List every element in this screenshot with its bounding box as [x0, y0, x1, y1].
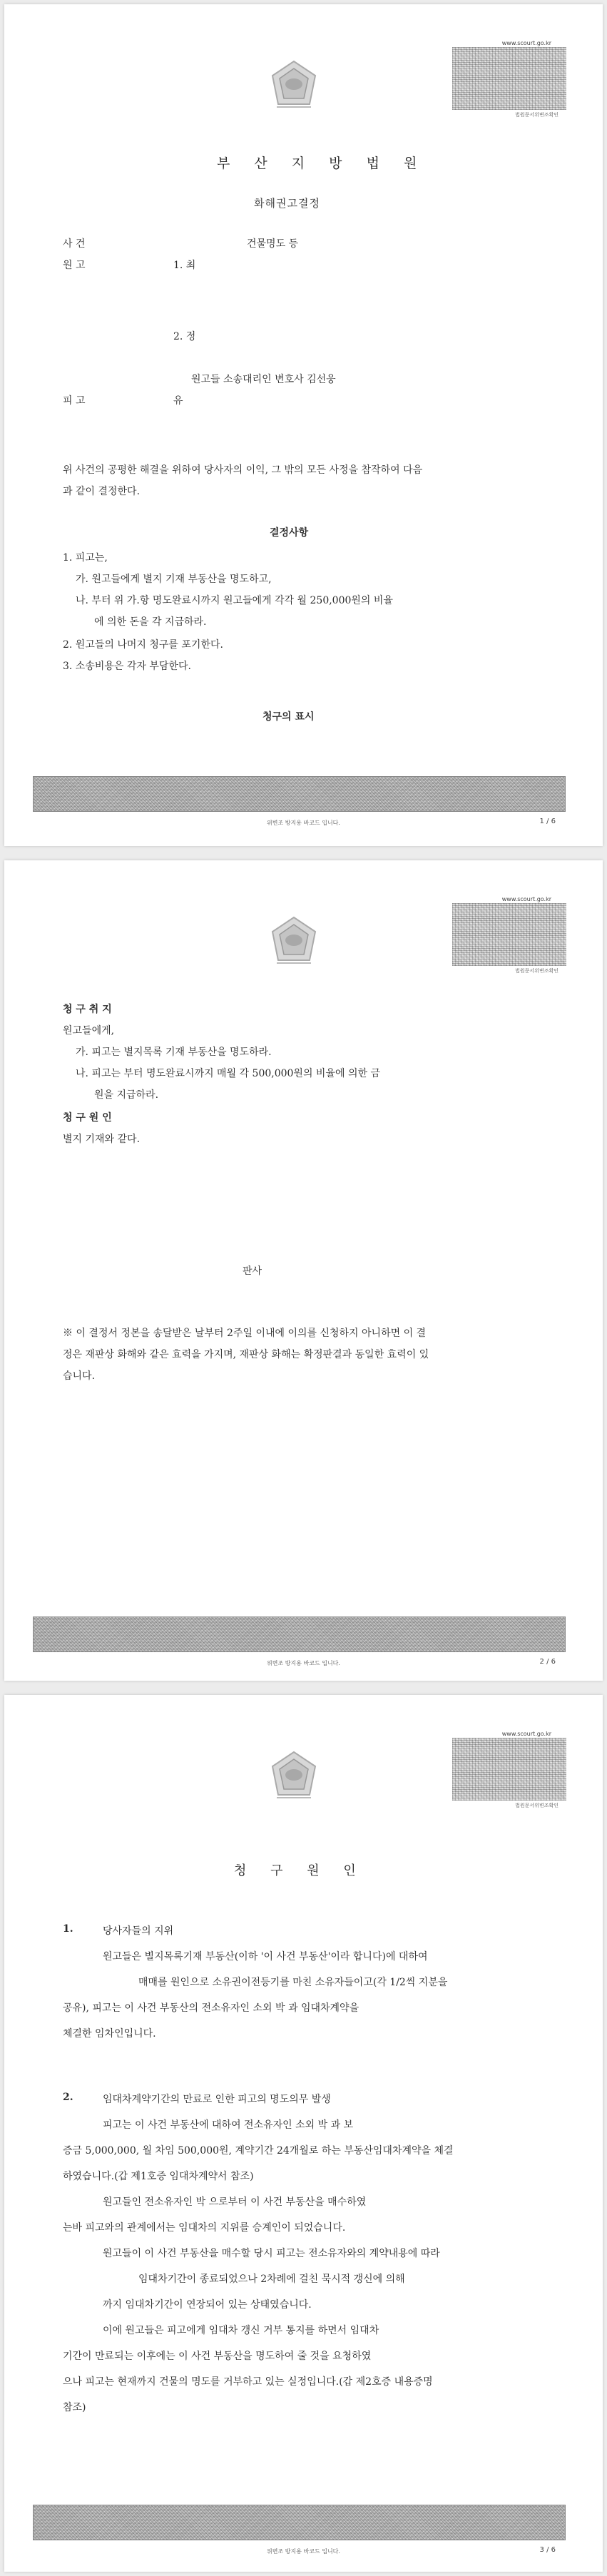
section-2-line-8: 까지 임대차기간이 연장되어 있는 상태였습니다. — [103, 2299, 312, 2311]
section-1-number: 1. — [63, 1923, 73, 1935]
document-page-1 — [4, 4, 603, 846]
decision-item-2: 2. 원고들의 나머지 청구를 포기한다. — [63, 639, 223, 651]
document-page-2 — [4, 860, 603, 1681]
section-1-title: 당사자들의 지위 — [103, 1925, 174, 1937]
plaintiff-label: 원 고 — [63, 260, 86, 271]
claim-cause-heading: 청 구 원 인 — [63, 1112, 112, 1124]
section-1-line-4: 체결한 임차인입니다. — [63, 2028, 156, 2040]
decision-item-1a: 가. 원고들에게 별지 기재 부동산을 명도하고, — [76, 574, 272, 585]
claim-purpose-a: 가. 피고는 별지목록 기재 부동산을 명도하라. — [76, 1047, 272, 1058]
decision-item-1b: 나. 부터 위 가.항 명도완료시까지 원고들에게 각각 월 250,000원의 비율 — [76, 595, 393, 606]
section-2-line-9: 이에 원고들은 피고에게 임대차 갱신 거부 통지를 하면서 임대차 — [103, 2325, 379, 2336]
section-2-line-3: 하였습니다.(갑 제1호증 임대차계약서 참조) — [63, 2171, 254, 2182]
court-title: 부 산 지 방 법 원 — [217, 156, 427, 171]
footer-note: 위변조 방지용 바코드 입니다. — [267, 820, 340, 826]
claim-cause-line-1: 별지 기재와 같다. — [63, 1134, 141, 1145]
page-number: 1 / 6 — [539, 818, 556, 825]
claim-purpose-heading: 청 구 취 지 — [63, 1004, 112, 1015]
section-1-line-2: 매매를 원인으로 소유권이전등기를 마친 소유자들이고(각 1/2씩 지분을 — [138, 1977, 448, 1988]
case-value: 건물명도 등 — [247, 238, 299, 250]
section-2-line-5: 는바 피고와의 관계에서는 임대차의 지위를 승계인이 되었습니다. — [63, 2222, 346, 2234]
court-url: www.scourt.go.kr — [501, 1731, 551, 1737]
court-url: www.scourt.go.kr — [501, 896, 551, 902]
defendant-label: 피 고 — [63, 395, 86, 407]
verification-code-image — [452, 1738, 566, 1801]
document-title: 화해권고결정 — [254, 197, 320, 210]
document-page-3 — [4, 1695, 603, 2572]
verification-code-image — [452, 903, 566, 966]
section-2-line-11: 으나 피고는 현재까지 건물의 명도를 거부하고 있는 실정입니다.(갑 제2호증 내용증명 — [63, 2376, 433, 2388]
claim-purpose-b-cont: 원을 지급하라. — [94, 1089, 159, 1101]
plaintiff-agent: 원고들 소송대리인 변호사 김선웅 — [191, 374, 336, 385]
claim-display-heading: 청구의 표시 — [262, 711, 315, 723]
anti-forgery-barcode — [33, 1617, 566, 1652]
decision-heading: 결정사항 — [270, 527, 309, 539]
section-2-line-10: 기간이 만료되는 이후에는 이 사건 부동산을 명도하여 줄 것을 요청하였 — [63, 2351, 372, 2362]
anti-forgery-barcode — [33, 776, 566, 812]
section-2-line-6: 원고들이 이 사건 부동산을 매수할 당시 피고는 전소유자와의 계약내용에 따라 — [103, 2248, 440, 2259]
section-2-line-7: 임대차기간이 종료되었으나 2차례에 걸친 묵시적 갱신에 의해 — [138, 2274, 405, 2285]
section-1-line-1: 원고들은 별지목록기재 부동산(이하 '이 사건 부동산'이라 합니다)에 대하여 — [103, 1951, 428, 1962]
claim-purpose-line-1: 원고들에게, — [63, 1025, 115, 1037]
section-2-line-12: 참조) — [63, 2402, 86, 2413]
section-2-line-1: 피고는 이 사건 부동산에 대하여 전소유자인 소외 박 과 보 — [103, 2119, 354, 2131]
section-2-line-4: 원고들인 전소유자인 박 으로부터 이 사건 부동산을 매수하였 — [103, 2196, 367, 2208]
section-2-title: 임대차계약기간의 만료로 인한 피고의 명도의무 발생 — [103, 2094, 331, 2105]
judge-label: 판사 — [243, 1266, 262, 1277]
verification-caption: 법원문서위변조확인 — [515, 112, 558, 118]
defendant-value: 유 — [173, 395, 183, 407]
plaintiff-1: 1. 최 — [173, 260, 196, 271]
verification-caption: 법원문서위변조확인 — [515, 968, 558, 974]
verification-caption: 법원문서위변조확인 — [515, 1803, 558, 1808]
decision-item-1b-cont: 에 의한 돈을 각 지급하라. — [94, 616, 207, 628]
court-emblem-icon — [270, 60, 318, 111]
decision-item-3: 3. 소송비용은 각자 부담한다. — [63, 661, 191, 672]
section-2-line-2: 증금 5,000,000, 월 차임 500,000원, 계약기간 24개월로 하는 부동산임대차계약을 체결 — [63, 2145, 454, 2157]
plaintiff-2: 2. 정 — [173, 331, 196, 342]
intro-line-1: 위 사건의 공평한 해결을 위하여 당사자의 이익, 그 밖의 모든 사정을 참작하여 다음 — [63, 464, 423, 476]
page-number: 2 / 6 — [539, 1658, 556, 1666]
case-label: 사 건 — [63, 238, 86, 250]
footer-note: 위변조 방지용 바코드 입니다. — [267, 2548, 340, 2555]
notice-line-3: 습니다. — [63, 1370, 96, 1382]
page-title: 청 구 원 인 — [234, 1863, 366, 1878]
court-emblem-icon — [270, 916, 318, 967]
section-2-number: 2. — [63, 2092, 73, 2103]
claim-purpose-b: 나. 피고는 부터 명도완료시까지 매월 각 500,000원의 비율에 의한 금 — [76, 1068, 380, 1079]
decision-item-1: 1. 피고는, — [63, 552, 108, 564]
court-emblem-icon — [270, 1751, 318, 1802]
footer-note: 위변조 방지용 바코드 입니다. — [267, 1660, 340, 1666]
intro-line-2: 과 같이 결정한다. — [63, 486, 141, 497]
notice-line-1: ※ 이 결정서 정본을 송달받은 날부터 2주일 이내에 이의를 신청하지 아니하면 이 결 — [63, 1328, 427, 1339]
notice-line-2: 정은 재판상 화해와 같은 효력을 가지며, 재판상 화해는 확정판결과 동일한 효력이 있 — [63, 1349, 429, 1360]
section-1-line-3: 공유), 피고는 이 사건 부동산의 전소유자인 소외 박 과 임대차계약을 — [63, 2002, 359, 2014]
verification-code-image — [452, 47, 566, 110]
court-url: www.scourt.go.kr — [501, 40, 551, 46]
page-number: 3 / 6 — [539, 2546, 556, 2554]
anti-forgery-barcode — [33, 2505, 566, 2540]
